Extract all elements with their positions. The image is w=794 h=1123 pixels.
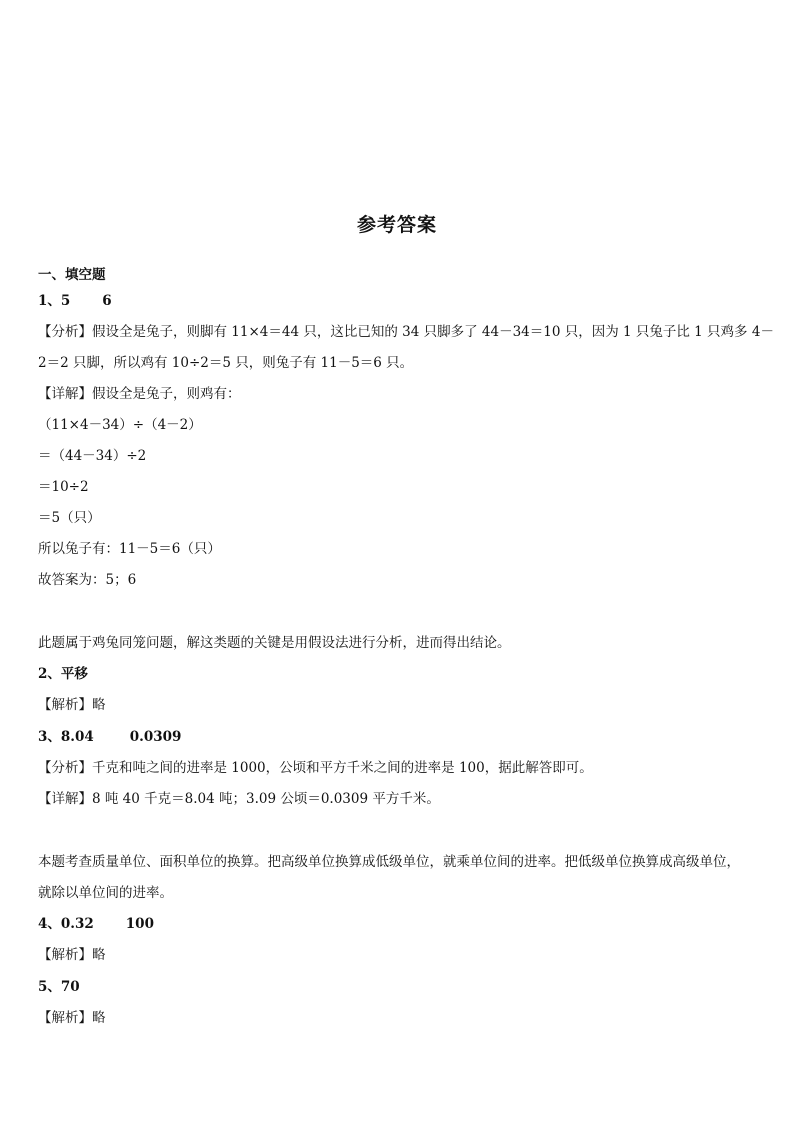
q1-final-answer: 故答案为：5；6 <box>38 572 137 588</box>
q1-heading <box>38 292 760 310</box>
q4-answer-a: 4、0.32 <box>38 916 94 932</box>
q3-summary-line-2: 就除以单位间的进率。 <box>38 885 173 901</box>
q1-detail-intro: 【详解】假设全是兔子，则鸡有： <box>38 386 241 402</box>
q3-heading <box>38 728 760 746</box>
q1-summary: 此题属于鸡兔同笼问题，解这类题的关键是用假设法进行分析，进而得出结论。 <box>38 635 511 651</box>
page-title: 参考答案 <box>356 214 437 236</box>
q3-answer-b: 0.0309 <box>129 729 182 745</box>
q5-explain: 【解析】略 <box>38 1010 106 1026</box>
q3-answer-a: 3、8.04 <box>38 729 94 745</box>
q1-answer-a: 1、5 <box>38 293 71 309</box>
q1-step-2: ＝（44－34）÷2 <box>38 448 147 464</box>
q1-step-3: ＝10÷2 <box>38 479 89 495</box>
q1-analysis-line-1: 【分析】假设全是兔子，则脚有 11×4＝44 只，这比已知的 34 只脚多了 44－34＝10 只，因为 1 只兔子比 1 只鸡多 4－ <box>38 324 774 340</box>
q4-answer-b: 100 <box>125 916 154 932</box>
q1-analysis-line-2: 2＝2 只脚，所以鸡有 10÷2＝5 只，则兔子有 11－5＝6 只。 <box>38 355 414 371</box>
q1-answer-b: 6 <box>102 293 112 309</box>
q1-rabbits: 所以兔子有：11－5＝6（只） <box>38 541 221 557</box>
q1-step-4: ＝5（只） <box>38 510 101 526</box>
q5-heading: 5、70 <box>38 979 80 995</box>
section-heading: 一、填空题 <box>38 267 106 283</box>
q1-step-1: （11×4－34）÷（4－2） <box>38 417 202 433</box>
q3-detail: 【详解】8 吨 40 千克＝8.04 吨；3.09 公顷＝0.0309 平方千米。 <box>38 791 440 807</box>
q2-explain: 【解析】略 <box>38 697 106 713</box>
q3-analysis: 【分析】千克和吨之间的进率是 1000，公顷和平方千米之间的进率是 100，据此解答即可。 <box>38 760 593 776</box>
q2-heading: 2、平移 <box>38 666 88 682</box>
q4-heading <box>38 915 760 933</box>
q3-summary-line-1: 本题考查质量单位、面积单位的换算。把高级单位换算成低级单位，就乘单位间的进率。把低级单位换算成高级单位， <box>38 854 740 870</box>
q4-explain: 【解析】略 <box>38 947 106 963</box>
